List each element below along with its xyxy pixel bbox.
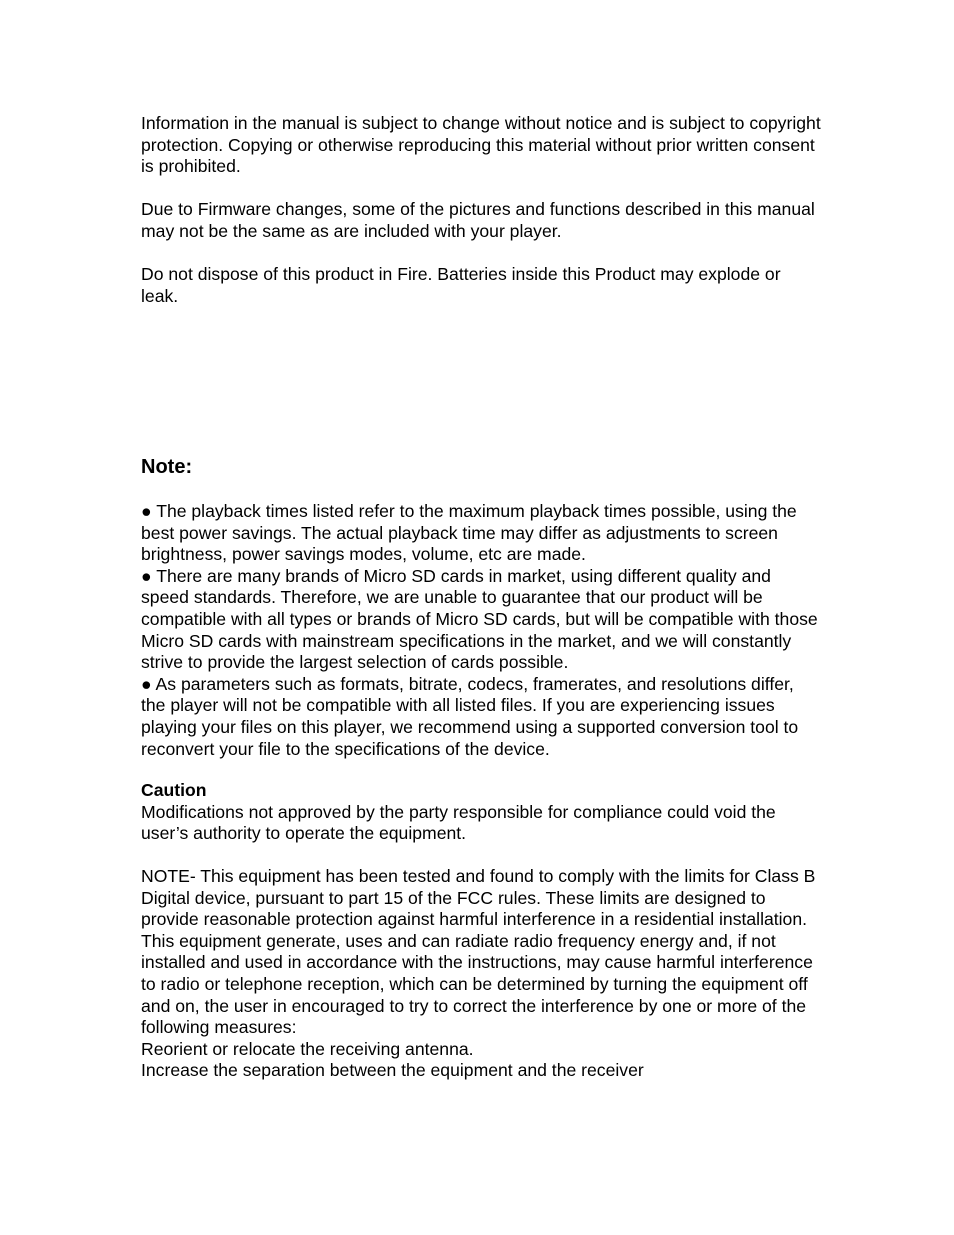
battery-warning: Do not dispose of this product in Fire. Batteries inside this Product may explode or leak. xyxy=(141,264,781,306)
firmware-notice: Due to Firmware changes, some of the pictures and functions described in this manual may not be the same as are included with your player. xyxy=(141,199,815,241)
fcc-section xyxy=(141,866,821,1082)
copyright-notice: Information in the manual is subject to change without notice and is subject to copyright protection. Copying or otherwise reproducing this material without prior written consent is prohibited. xyxy=(141,113,821,177)
note-heading: Note: xyxy=(141,456,193,478)
note-bullet-list xyxy=(141,501,821,760)
note-bullet-playback: ● The playback times listed refer to the maximum playback times possible, using the best power savings. The actual playback time may differ as adjustments to screen brightness, power savings modes, volume, etc are made. xyxy=(141,501,797,565)
fcc-statement: NOTE- This equipment has been tested and found to comply with the limits for Class B Digital device, pursuant to part 15 of the FCC rules. These limits are designed to provide reasonable protection against harmful interference in a residential installation. This equipment generate, uses and can radiate radio frequency energy and, if not installed and used in accordance with the instructions, may cause harmful interference to radio or telephone reception, which can be determined by turning the equipment off and on, the user in encouraged to try to correct the interference by one or more of the following measures: xyxy=(141,866,816,1038)
caution-section xyxy=(141,780,821,845)
caution-heading: Caution xyxy=(141,780,207,800)
fcc-measure-reorient: Reorient or relocate the receiving antenna. xyxy=(141,1038,474,1059)
caution-text: Modifications not approved by the party responsible for compliance could void the user’s authority to operate the equipment. xyxy=(141,801,776,844)
note-bullet-sd-cards: ● There are many brands of Micro SD cards in market, using different quality and speed standards. Therefore, we are unable to guarantee that our product will be compatible with all types or brands of Micro SD cards, but will be compatible with those Micro SD cards with mainstream specifications in the market, and we will constantly strive to provide the largest selection of cards possible. xyxy=(141,565,818,673)
note-bullet-formats: ● As parameters such as formats, bitrate, codecs, framerates, and resolutions differ, the player will not be compatible with all listed files. If you are experiencing issues playing your files on this player, we recommend using a supported conversion tool to reconvert your file to the specifications of the device. xyxy=(141,673,799,759)
fcc-measure-separation: Increase the separation between the equipment and the receiver xyxy=(141,1060,644,1081)
